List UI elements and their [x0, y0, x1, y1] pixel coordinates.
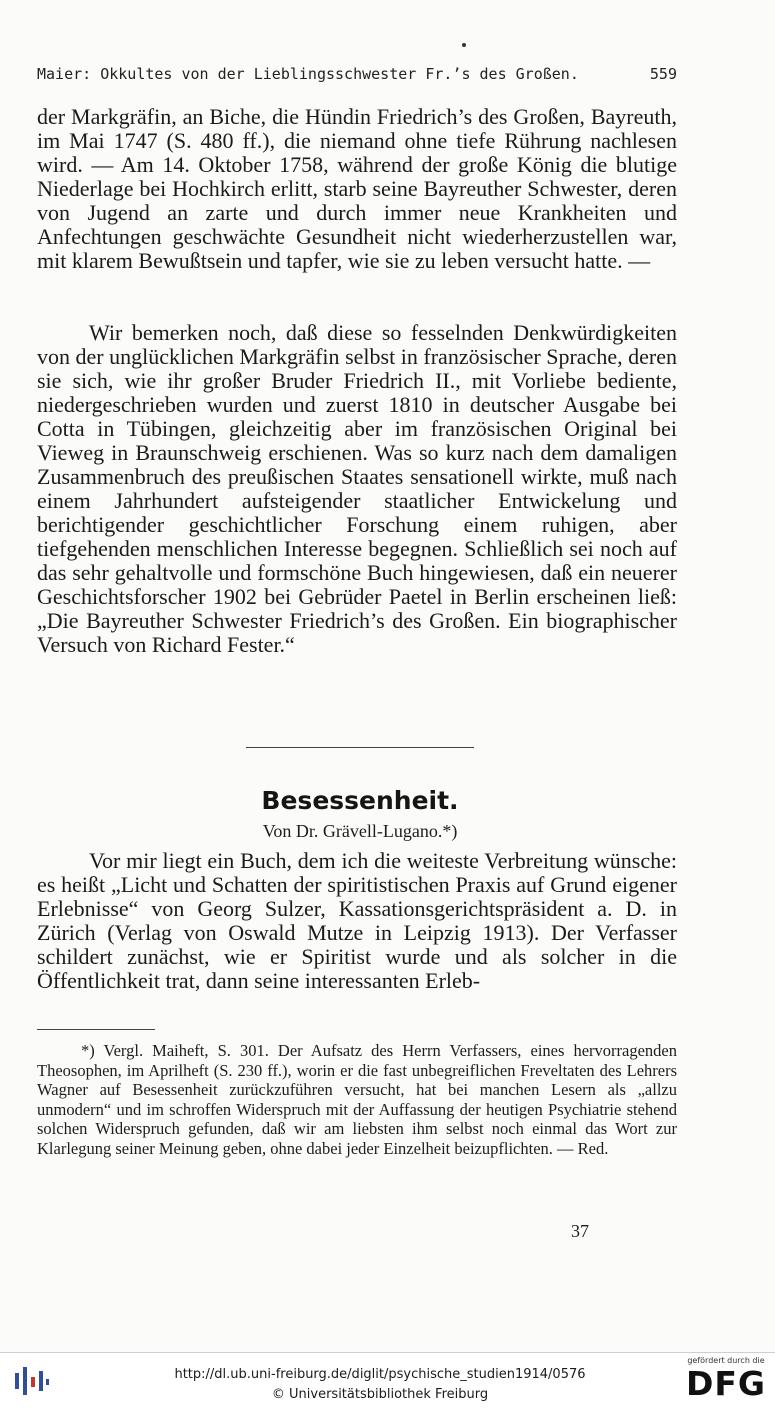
article-title: Besessenheit. [261, 786, 459, 815]
running-title: Maier: Okkultes von der Lieblingsschwester Fr.’s des Großen. [37, 65, 579, 83]
dfg-sponsor-logo[interactable] [680, 1356, 772, 1406]
dfg-logo-text: DFG [685, 1364, 767, 1403]
print-speck [462, 43, 466, 47]
article-paragraph: Vor mir liegt ein Buch, dem ich die weiteste Verbreitung wünsche: es heißt „Licht und Schatten der spiritistischen Praxis auf Grund eigener Erlebnisse“ von Georg Sulzer, Kassationsgerichtspräsident a. D. in Zürich (Verlag von Oswald Mutze in Leipzig 1913). Der Verfasser schildert zunächst, wie er Spiritist wurde und als solcher in die Öffentlichkeit trat, dann seine interessanten Erleb- [37, 848, 677, 993]
footnote: *) Vergl. Maiheft, S. 301. Der Aufsatz des Herrn Verfassers, eines hervorragenden Theosophen, im Aprilheft (S. 230 ff.), worin er die fast unbegreiflichen Freveltaten des Lehrers Wagner auf Besessenheit zurückzuführen versucht, hat bei manchen Lesern als „allzu unmodern“ und im schroffen Widerspruch mit der Auffassung der heutigen Psychiatrie stehend solchen Widerspruch gefunden, daß wir am liebsten ihm selbst noch einmal das Wort zur Klarlegung seiner Meinung geben, ohne dabei jeder Einzelheit beizupflichten. — Red. [37, 1041, 677, 1158]
paragraph-2: Wir bemerken noch, daß diese so fesselnden Denkwürdigkeiten von der unglücklichen Markgräfin selbst in französischer Sprache, deren sie sich, wie ihr großer Bruder Friedrich II., mit Vorliebe bediente, niedergeschrieben wurden und zuerst 1810 in deutscher Ausgabe bei Cotta in Tübingen, gleichzeitig aber im französischen Original bei Vieweg in Braunschweig erschienen. Was so kurz nach dem damaligen Zusammenbruch des preußischen Staates sensationell wirkte, muß nach einem Jahrhundert aufsteigender staatlicher Entwickelung und berichtigender geschichtlicher Forschung einem ruhigen, aber tiefgehenden menschlichen Interesse begegnen. Schließlich sei noch auf das sehr gehaltvolle und formschöne Buch hingewiesen, daß ein neuerer Geschichtsforscher 1902 bei Gebrüder Paetel in Berlin erscheinen ließ: „Die Bayreuther Schwester Friedrich’s des Großen. Ein biographischer Versuch von Richard Fester.“ [37, 320, 677, 657]
library-logo-icon[interactable] [12, 1363, 52, 1399]
footnote-rule [37, 1029, 155, 1030]
paragraph-1: der Markgräfin, an Biche, die Hündin Friedrich’s des Großen, Bayreuth, im Mai 1747 (S. 480 ff.), die niemand ohne tiefe Rührung nachlesen wird. — Am 14. Oktober 1758, während der große König die blutige Niederlage bei Hochkirch erlitt, starb seine Bayreuther Schwester, deren von Jugend an zarte und durch immer neue Krankheiten und Anfechtungen geschwächte Gesundheit nicht wiederherzustellen war, mit klarem Bewußtsein und tapfer, wie sie zu leben versucht hatte. — [37, 104, 677, 273]
signature-mark: 37 [571, 1221, 589, 1241]
page-number: 559 [649, 65, 677, 83]
sponsor-note: gefördert durch die [687, 1356, 765, 1365]
article-byline: Von Dr. Grävell-Lugano.*) [262, 821, 458, 841]
copyright-notice: © Universitätsbibliothek Freiburg [271, 1387, 489, 1402]
permalink-url[interactable]: http://dl.ub.uni-freiburg.de/diglit/psychische_studien1914/0576 [174, 1367, 586, 1382]
page-header [37, 62, 677, 86]
viewer-footer [0, 1352, 775, 1409]
section-separator [246, 747, 474, 748]
